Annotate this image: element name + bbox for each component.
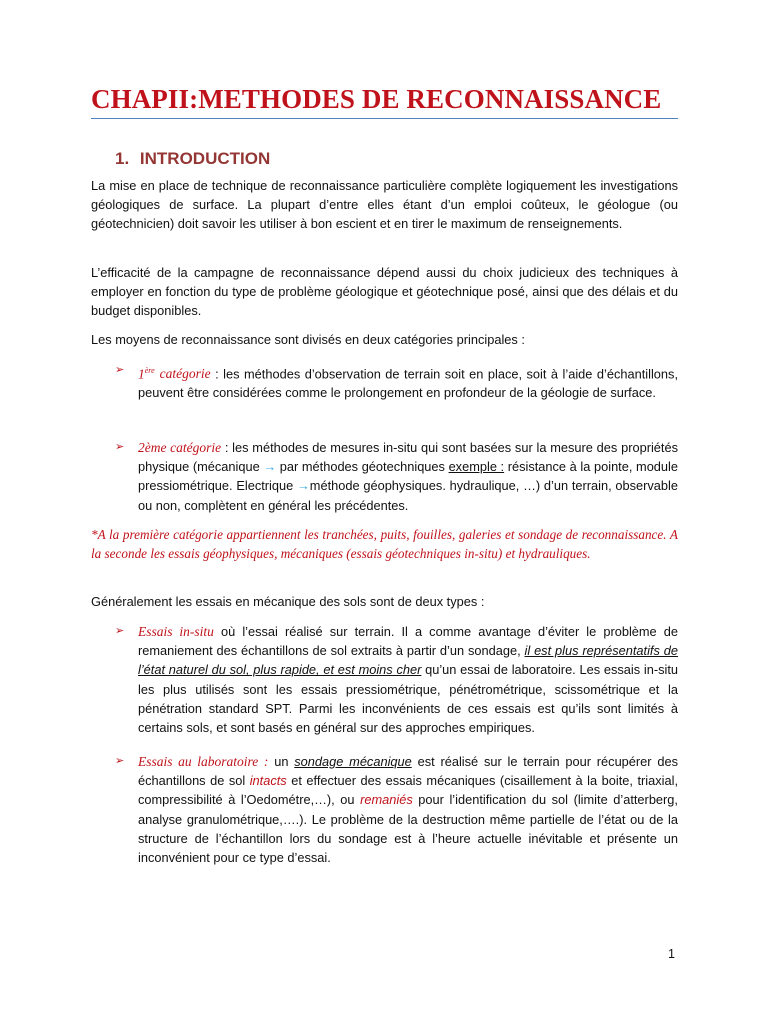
essais-laboratoire-label: Essais au laboratoire : <box>138 754 269 769</box>
category-2-label: 2ème catégorie <box>138 440 222 455</box>
intro-paragraph-3: Les moyens de reconnaissance sont divisés en deux catégories principales : <box>91 332 525 347</box>
bullet-arrow-icon: ➢ <box>115 755 125 767</box>
essais-insitu-label: Essais in-situ <box>138 624 214 639</box>
bullet-arrow-icon: ➢ <box>115 625 125 637</box>
intro-paragraph-2: L’efficacité de la campagne de reconnaissance dépend aussi du choix judicieux des techniques à employer en fonction du type de problème géologique et géotechnique posé, ainsi que des délais et du budget disponibles. <box>91 265 678 319</box>
insitu-emphasis: il est plus représentatifs de l’état naturel du sol, plus rapide, et est moins cher <box>138 643 678 678</box>
remanies-word: remaniés <box>360 792 413 808</box>
list-item-category-2: ➢ 2ème catégorie : les méthodes de mesures in-situ qui sont basées sur la mesure des propriétés physique (mécanique → par méthodes géotechniques exemple : résistance à la pointe, module pressiométrique. Electrique →méthode géophysiques. hydraulique, …) d’un terrain, observable ou non, complètent en général les précédentes. <box>115 440 678 513</box>
chapter-title: CHAPII:METHODES DE RECONNAISSANCE <box>91 84 662 114</box>
list-item-essais-laboratoire: ➢ Essais au laboratoire : un sondage mécanique est réalisé sur le terrain pour récupérer des échantillons de sol intacts et effectuer des essais mécaniques (cisaillement à la boite, triaxial, compressibilité à l’Oedométre,…), ou remaniés pour l’identification du sol (limite d’atterberg, analyse granulométrique,….). Le problème de la destruction même partielle de l’état ou de la structure de l’échantillon lors du sondage est à l’heure actuelle inévitable et présente un inconvénient pour ce type d’essai. <box>115 754 678 866</box>
list-item-category-1 <box>0 361 768 421</box>
list-item-essais-insitu: ➢ Essais in-situ où l’essai réalisé sur terrain. Il a comme avantage d’éviter le problème de remaniement des échantillons de sol extraits à partir d’un sondage, il est plus représentatifs de l’état naturel du sol, plus rapide, et est moins cher qu’un essai de laboratoire. Les essais in-situ les plus utilisés sont les essais pressiométrique, pénétrométrique, scissométrique et la pénétration standard SPT. Parmi les inconvénients de ces essais est qu’ils sont limités à certains sols, et sont basés en général sur des approches empiriques. <box>115 624 678 736</box>
intro-paragraph-1: La mise en place de technique de reconnaissance particulière complète logiquement les investigations géologiques de surface. La plupart d’entre elles étant d’un emploi coûteux, le géologue (ou géotechnicien) doit savoir les utiliser à bon escient et en tirer le maximum de renseignements. <box>91 178 678 232</box>
exemple-label: exemple : <box>448 459 505 475</box>
intacts-word: intacts <box>249 773 287 789</box>
types-intro-paragraph: Généralement les essais en mécanique des sols sont de deux types : <box>91 594 485 609</box>
sondage-mecanique: sondage mécanique <box>294 754 412 769</box>
section-title: INTRODUCTION <box>139 149 271 168</box>
right-arrow-icon: → <box>263 459 277 475</box>
page-number: 1 <box>668 947 675 961</box>
right-arrow-icon: → <box>297 478 310 494</box>
category-1-text: : les méthodes d’observation de terrain soit en place, soit à l’aide d’échantillons, peuvent être considérées comme le prolongement en profondeur de la géologie de surface. <box>138 366 678 401</box>
title-underline <box>91 118 678 119</box>
category-1-label: catégorie <box>159 366 211 382</box>
section-number: 1. <box>115 149 130 168</box>
note-paragraph: *A la première catégorie appartiennent les tranchées, puits, fouilles, galeries et sondage de reconnaissance. A la seconde les essais géophysiques, mécaniques (essais géotechniques in-situ) et hydrauliques. <box>91 527 678 562</box>
bullet-arrow-icon: ➢ <box>115 441 125 453</box>
category-1-number: 1 <box>138 366 145 382</box>
section-heading <box>115 149 270 169</box>
category-1-sup: ère <box>144 366 155 375</box>
bullet-arrow-icon: ➢ <box>115 364 125 376</box>
